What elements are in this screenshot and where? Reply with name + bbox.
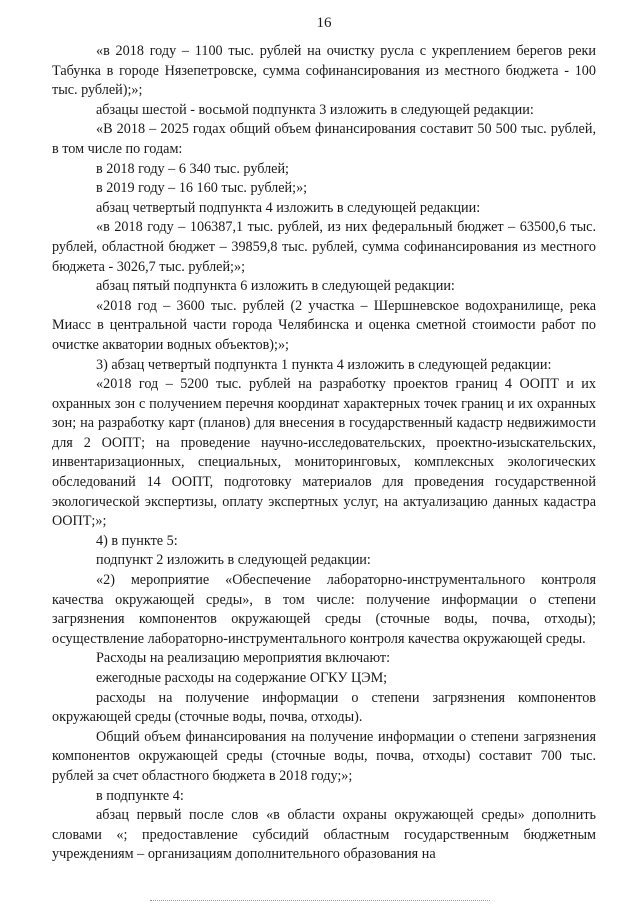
document-body [52, 42, 596, 865]
paragraph: Общий объем финансирования на получение информации о степени загрязнения компонентов окружающей среды (сточные воды, почва, отходы) составит 700 тыс. рублей за счет областного бюджета в 2018 году;»; [52, 728, 596, 784]
paragraph: 3) абзац четвертый подпункта 1 пункта 4 изложить в следующей редакции: [96, 356, 552, 373]
paragraph: «В 2018 – 2025 годах общий объем финансирования составит 50 500 тыс. рублей, в том числе по годам: [52, 121, 596, 157]
paragraph: «2018 год – 5200 тыс. рублей на разработку проектов границ 4 ООПТ и их охранных зон с получением перечня координат характерных точек границ и их охранных зон; на разработку карт (планов) для внесения в государственный кадастр недвижимости для 2 ООПТ; на проведение научно-исследовательских, проектно-изыскательских, инвентаризационных, специальных, мониторинговых, комплексных экологических обследований 14 ООПТ, подготовку материалов для проведения государственной экологической экспертизы, оплату экспертных услуг, на актуализацию данных кадастра ООПТ;»; [52, 376, 596, 530]
page-number: 16 [316, 15, 332, 31]
paragraph: расходы на получение информации о степени загрязнения компонентов окружающей среды (сточные воды, почва, отходы). [52, 689, 596, 726]
paragraph: ежегодные расходы на содержание ОГКУ ЦЭМ; [96, 670, 388, 686]
paragraph: абзацы шестой - восьмой подпункта 3 изложить в следующей редакции: [96, 101, 534, 118]
paragraph: в подпункте 4: [96, 787, 184, 804]
paragraph: в 2018 году – 6 340 тыс. рублей; [96, 160, 289, 177]
paragraph: «2) мероприятие «Обеспечение лабораторно-инструментального контроля качества окружающей среды», в том числе: получение информации о степени загрязнения компонентов окружающей среды (сточные воды, почва, отходы); осуществление лабораторно-инструментального контроля качества окружающей среды. [52, 572, 596, 647]
paragraph: абзац первый после слов «в области охраны окружающей среды» дополнить словами «; предоставление субсидий областным государственным бюджетным учреждениям – организациям дополнительного образования на [52, 807, 596, 863]
paragraph: 4) в пункте 5: [96, 532, 178, 549]
paragraph: «в 2018 году – 1100 тыс. рублей на очистку русла с укреплением берегов реки Табунка в городе Нязепетровске, сумма софинансирования из местного бюджета - 100 тыс. рублей);»; [52, 43, 596, 99]
paragraph: в 2019 году – 16 160 тыс. рублей;»; [96, 180, 308, 197]
paragraph: подпункт 2 изложить в следующей редакции: [96, 552, 371, 569]
paragraph: «2018 год – 3600 тыс. рублей (2 участка – Шершневское водохранилище, река Миасс в центральной части города Челябинска и оценка сметной стоимости работ по очистке акватории водных объектов);»; [52, 297, 596, 353]
paragraph: абзац четвертый подпункта 4 изложить в следующей редакции: [96, 199, 481, 216]
paragraph: Расходы на реализацию мероприятия включают: [96, 650, 391, 667]
paragraph: «в 2018 году – 106387,1 тыс. рублей, из них федеральный бюджет – 63500,6 тыс. рублей, областной бюджет – 39859,8 тыс. рублей, сумма софинансирования из местного бюджета - 3026,7 тыс. рублей;»; [52, 219, 596, 275]
bottom-rule [150, 900, 490, 903]
paragraph: абзац пятый подпункта 6 изложить в следующей редакции: [96, 278, 455, 295]
